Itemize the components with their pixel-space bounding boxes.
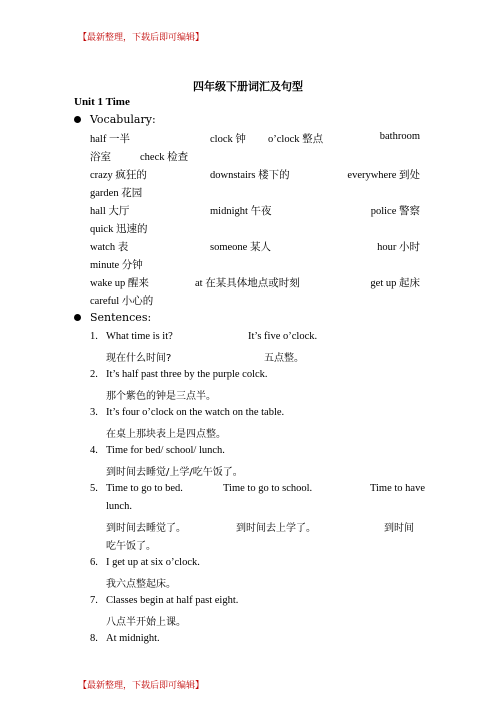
sentence-translation: 八点半开始上课。 [106,617,186,628]
sentence-translation: 那个紫色的钟是三点半。 [106,391,216,402]
sentence-translation: 现在什么时间? [106,353,172,364]
unit-heading: Unit 1 Time [74,96,130,108]
footer-banner: 【最新整理，下载后即可编辑】 [78,681,205,691]
page-title: 四年级下册词汇及句型 [193,80,303,93]
bullet-icon [74,116,81,123]
sentence-translation: 我六点整起床。 [106,579,176,590]
header-banner: 【最新整理，下载后即可编辑】 [78,33,205,43]
sentences-heading: Sentences: [74,311,151,324]
sentence-translation: 到时间去睡觉了。 [106,523,186,534]
sentence-translation: 到时间去睡觉/上学/吃午饭了。 [106,467,243,478]
sentence-translation: 在桌上那块表上是四点整。 [106,429,226,440]
sentence-translation: 到时间 [384,523,414,534]
sentence-translation: 吃午饭了。 [106,541,156,552]
sentence-translation: 到时间去上学了。 [236,523,316,534]
bullet-icon [74,314,81,321]
sentence-translation: 五点整。 [264,353,304,364]
vocabulary-heading: Vocabulary: [74,113,156,126]
